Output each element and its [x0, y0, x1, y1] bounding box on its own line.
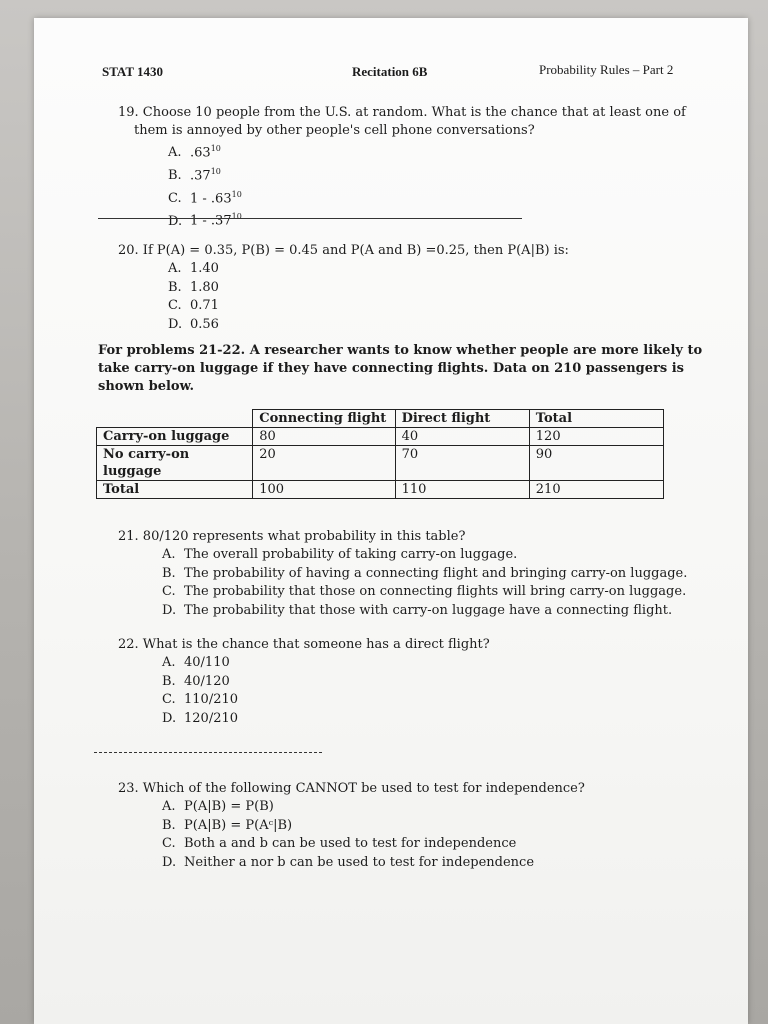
- q23-option-d: D. Neither a nor b can be used to test for independence: [162, 854, 535, 870]
- q23-option-a: A. P(A|B) = P(B): [162, 799, 274, 814]
- topic-title: Probability Rules – Part 2: [539, 62, 674, 77]
- table-corner: [97, 410, 253, 428]
- q21-text: 21. 80/120 represents what probability in this table?: [118, 529, 466, 544]
- q19-option-d: D. $1 - .37^{10}$: [168, 212, 242, 229]
- q21-options: [162, 546, 687, 620]
- q22-text: 22. What is the chance that someone has a direct flight?: [118, 637, 490, 652]
- q20-options: [168, 260, 219, 334]
- table-header-cell: Total: [529, 410, 663, 428]
- q22-option-b: B. 40/120: [162, 673, 230, 689]
- q21-option-b: B. The probability of having a connecting flight and bringing carry-on luggage.: [162, 565, 688, 581]
- divider-line: [98, 218, 522, 219]
- q20-option-a: A. 1.40: [168, 261, 219, 276]
- q23-options: [162, 798, 534, 872]
- q23-option-b: B. P(A|B) = P(Aᶜ|B): [162, 817, 293, 833]
- q23-text: 23. Which of the following CANNOT be used to test for independence?: [118, 781, 585, 796]
- q23-option-c: C. Both a and b can be used to test for independence: [162, 836, 517, 851]
- q19-option-c: C. $1 - .63^{10}$: [168, 189, 242, 206]
- session-title: Recitation 6B: [352, 64, 428, 79]
- table-row-label: Total: [97, 481, 253, 499]
- table-cell: 110: [395, 481, 529, 499]
- table-row-label: Carry-on luggage: [97, 428, 253, 446]
- intro-line3: shown below.: [98, 379, 194, 394]
- intro-line2: take carry-on luggage if they have connecting flights. Data on 210 passengers is: [98, 361, 684, 376]
- table-cell: 120: [529, 428, 663, 446]
- table-row: [97, 428, 664, 446]
- table-header-row: [97, 410, 664, 428]
- q22-option-c: C. 110/210: [162, 692, 239, 707]
- course-code: STAT 1430: [102, 64, 164, 79]
- table-cell: 40: [395, 428, 529, 446]
- table-cell: 100: [253, 481, 395, 499]
- q19-option-b: B. $.37^{10}$: [168, 166, 221, 184]
- q20-text: 20. If P(A) = 0.35, P(B) = 0.45 and P(A and B) =0.25, then P(A|B) is:: [118, 243, 569, 258]
- q22-option-d: D. 120/210: [162, 710, 239, 726]
- contingency-table: [96, 409, 664, 499]
- q20-option-d: D. 0.56: [168, 316, 219, 332]
- table-cell: 210: [529, 481, 663, 499]
- table-cell: 80: [253, 428, 395, 446]
- q22-option-a: A. 40/110: [162, 655, 230, 670]
- table-cell: 90: [529, 446, 663, 481]
- q20-option-b: B. 1.80: [168, 279, 219, 295]
- table-row: [97, 481, 664, 499]
- table-cell: 20: [253, 446, 395, 481]
- q21-option-a: A. The overall probability of taking carry-on luggage.: [162, 547, 518, 562]
- table-row: [97, 446, 664, 481]
- q20-option-c: C. 0.71: [168, 298, 219, 313]
- table-cell: 70: [395, 446, 529, 481]
- q19-option-a: A. $.63^{10}$: [168, 144, 221, 161]
- intro-line1: For problems 21-22. A researcher wants to know whether people are more likely to: [98, 343, 703, 358]
- table-row-label: No carry-on luggage: [97, 446, 253, 481]
- worksheet-page: [34, 18, 748, 1024]
- q19-text-line2: them is annoyed by other people's cell phone conversations?: [134, 123, 535, 138]
- q21-option-c: C. The probability that those on connecting flights will bring carry-on luggage.: [162, 584, 687, 599]
- table-header-cell: Direct flight: [395, 410, 529, 428]
- q19-text-line1: 19. Choose 10 people from the U.S. at random. What is the chance that at least one of: [118, 105, 686, 120]
- table-header-cell: Connecting flight: [253, 410, 395, 428]
- q21-option-d: D. The probability that those with carry-on luggage have a connecting flight.: [162, 602, 673, 618]
- q22-options: [162, 654, 238, 728]
- dashed-divider: [94, 752, 322, 753]
